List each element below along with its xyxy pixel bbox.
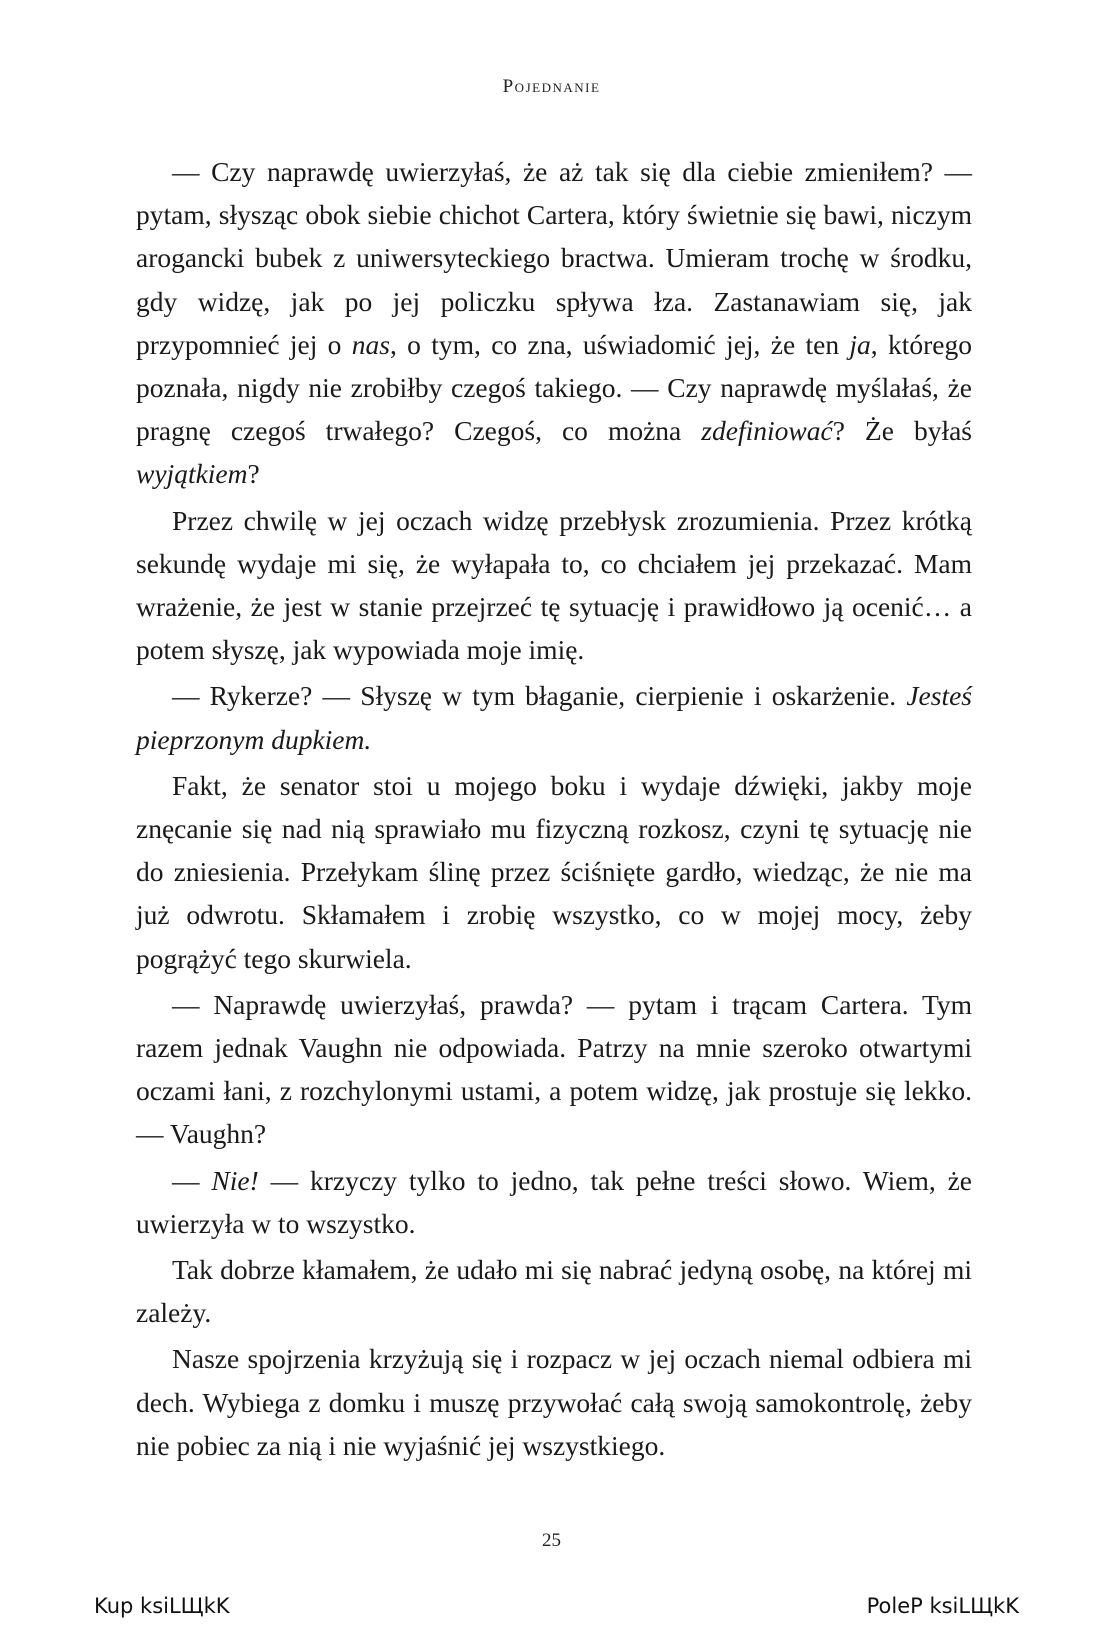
paragraph <box>136 499 972 672</box>
buy-book-link[interactable] <box>94 1594 230 1618</box>
text-segment: Fakt, że senator stoi u mojego boku i wydaje dźwięki, jakby moje znęcanie się nad nią sprawiało mu fizyczną rozkosz, czyni tę sytuację nie do zniesienia. Przełykam ślinę przez ściśnięte gardło, wiedząc, że nie ma już odwrotu. Skłamałem i zrobię wszystko, co w mojej mocy, żeby pogrążyć tego skurwiela. <box>136 769 972 974</box>
italic-text: Nie! <box>211 1164 259 1196</box>
paragraph <box>136 983 972 1156</box>
body-text <box>136 150 972 1470</box>
text-segment: , o tym, co zna, uświadomić jej, że ten <box>389 328 850 360</box>
text-segment: — Czy naprawdę uwierzyłaś, że aż tak się dla ciebie zmieniłem? — pytam, słysząc obok siebie chichot Cartera, który świetnie się bawi, niczym arogancki bubek z uniwersyteckiego bractwa. Umieram trochę w środku, gdy widzę, jak po jej policzku spływa łza. Zastanawiam się, jak przypomnieć jej o <box>136 156 972 360</box>
text-segment: Nasze spojrzenia krzyżują się i rozpacz w jej oczach niemal odbiera mi dech. Wybiega z domku i muszę przywołać całą swoją samokontrolę, żeby nie pobiec za nią i nie wyjaśnić jej wszystkiego. <box>136 1343 972 1461</box>
italic-text: nas <box>351 328 390 360</box>
italic-text: wyjątkiem <box>136 458 248 490</box>
text-segment: — <box>172 1164 212 1196</box>
text-segment: Przez chwilę w jej oczach widzę przebłysk zrozumienia. Przez krótką sekundę wydaje mi się, że wyłapała to, co chciałem jej przekazać. Mam wrażenie, że jest w stanie przejrzeć tę sytuację i prawidłowo ją ocenić… a potem słyszę, jak wypowiada moje imię. <box>136 504 972 666</box>
text-segment: — Rykerze? — Słyszę w tym błaganie, cierpienie i oskarżenie. <box>172 680 907 712</box>
text-segment: — Naprawdę uwierzyłaś, prawda? — pytam i trącam Cartera. Tym razem jednak Vaughn nie odpowiada. Patrzy na mnie szeroko otwartymi oczami łani, z rozchylonymi ustami, a potem widzę, jak prostuje się lekko. — Vaughn? <box>136 988 972 1150</box>
paragraph <box>136 1248 972 1334</box>
text-segment: , którego poznała, nigdy nie zrobiłby czegoś takiego. — Czy naprawdę myślałaś, że pragnę czegoś trwałego? Czegoś, co można <box>136 328 972 447</box>
paragraph <box>136 1337 972 1467</box>
page-number: 25 <box>542 1530 561 1551</box>
recommend-book-link-text[interactable]: PoleP ksiLЩkK <box>866 1594 1019 1618</box>
text-segment: — krzyczy tylko to jedno, tak pełne treści słowo. Wiem, że uwierzyła w to wszystko. <box>136 1164 973 1239</box>
paragraph <box>136 764 972 980</box>
italic-text: Jesteś pieprzonym dupkiem. <box>136 680 972 755</box>
paragraph <box>136 674 972 760</box>
running-title: Pojednanie <box>502 76 601 97</box>
buy-book-link-text[interactable]: Kup ksiLЩkK <box>94 1594 230 1618</box>
italic-text: ja <box>849 328 871 360</box>
italic-text: zdefiniować <box>701 415 833 447</box>
text-segment: ? <box>247 458 260 490</box>
paragraph <box>136 150 972 496</box>
text-segment: Tak dobrze kłamałem, że udało mi się nabrać jedyną osobę, na której mi zależy. <box>136 1254 972 1329</box>
paragraph <box>136 1159 972 1245</box>
recommend-book-link[interactable] <box>867 1594 1019 1618</box>
text-segment: ? Że byłaś <box>832 415 972 447</box>
